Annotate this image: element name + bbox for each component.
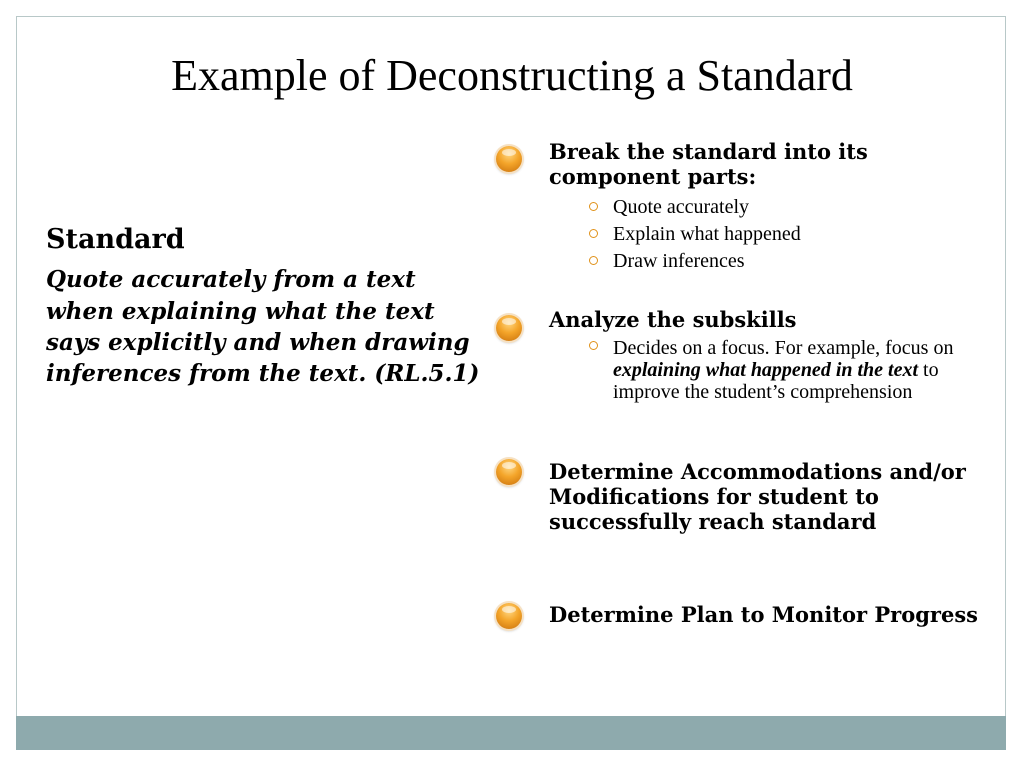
standard-panel bbox=[46, 224, 486, 389]
list-item bbox=[549, 603, 999, 628]
orange-orb-bullet-icon bbox=[496, 315, 526, 345]
sub-list-item: Decides on a focus. For example, focus on explaining what happened in the text to improve the student’s comprehension bbox=[549, 337, 999, 403]
orange-orb-bullet-icon bbox=[496, 146, 526, 176]
orange-orb-bullet-icon bbox=[496, 459, 526, 489]
sub-list bbox=[549, 337, 999, 403]
sub-list-item: Draw inferences bbox=[549, 248, 999, 275]
item-main-text: Determine Plan to Monitor Progress bbox=[549, 602, 979, 627]
standard-heading: Standard bbox=[46, 224, 185, 255]
hollow-circle-bullet-icon bbox=[589, 341, 598, 350]
hollow-circle-bullet-icon bbox=[589, 202, 598, 211]
orange-orb-bullet-icon bbox=[496, 603, 526, 633]
item-main-text: Break the standard into its component parts: bbox=[549, 139, 868, 189]
sub-list-item: Quote accurately bbox=[549, 194, 999, 221]
hollow-circle-bullet-icon bbox=[589, 229, 598, 238]
hollow-circle-bullet-icon bbox=[589, 256, 598, 265]
standard-text: Quote accurately from a text when explaining what the text says explicitly and when drawing inferences from the text. (RL.5.1) bbox=[46, 266, 480, 388]
list-item bbox=[549, 308, 999, 403]
emphasis-text: explaining what happened in the text bbox=[613, 358, 919, 381]
list-item bbox=[549, 140, 999, 275]
slide-title: Example of Deconstructing a Standard bbox=[171, 51, 853, 100]
sub-list-item: Explain what happened bbox=[549, 221, 999, 248]
item-main-text: Analyze the subskills bbox=[549, 307, 797, 332]
item-main-text: Determine Accommodations and/or Modifications for student to successfully reach standard bbox=[549, 459, 966, 534]
slide-footer-bar bbox=[16, 716, 1006, 750]
list-item bbox=[549, 460, 999, 534]
sub-list bbox=[549, 194, 999, 276]
